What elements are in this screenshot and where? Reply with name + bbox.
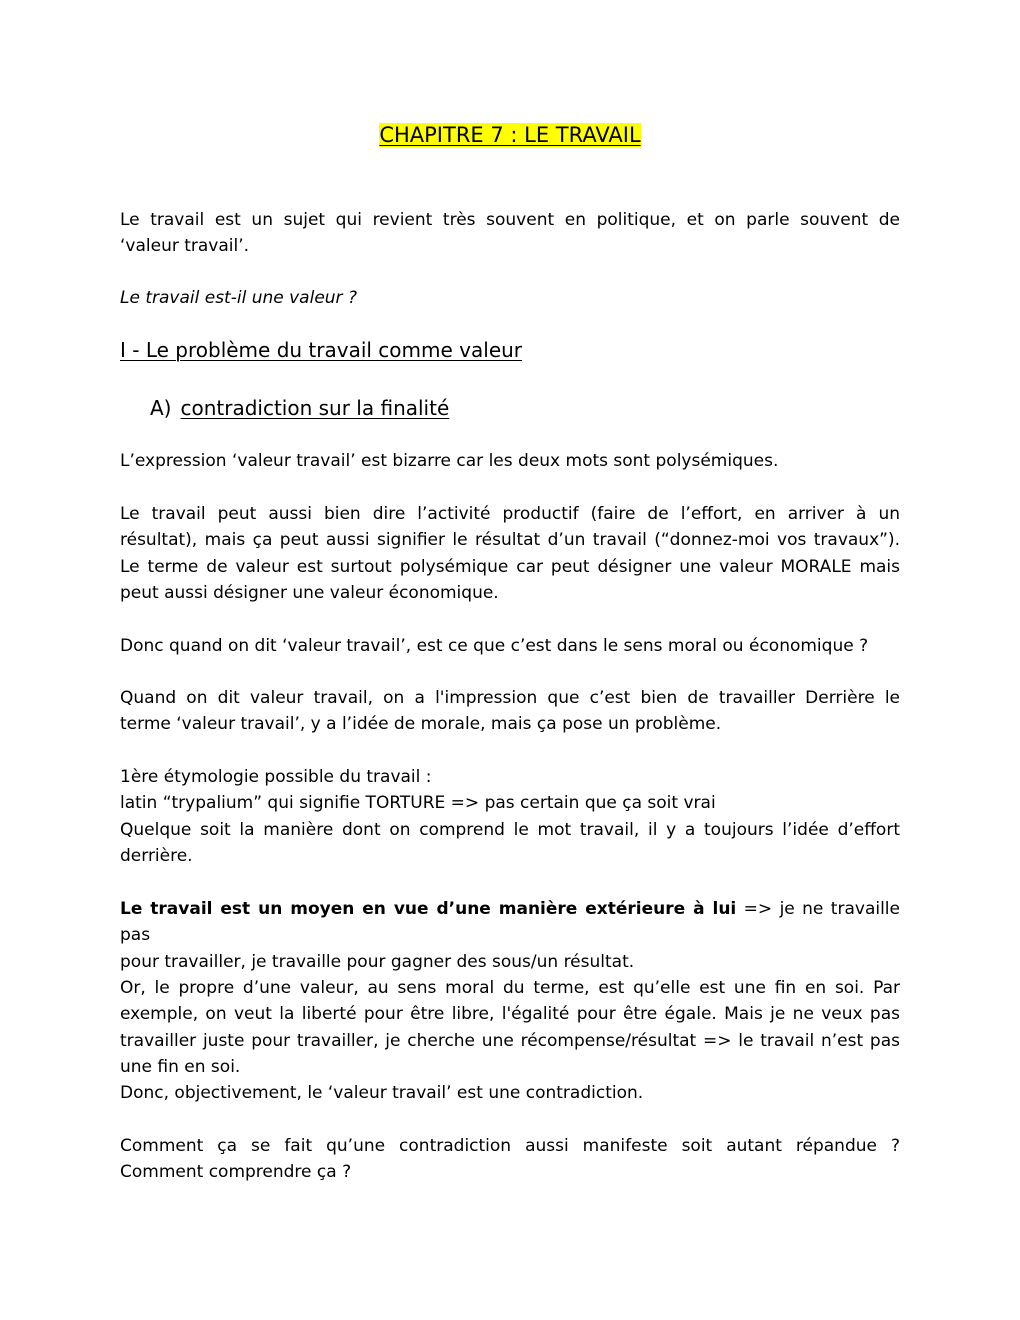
- paragraph-1: L’expression ‘valeur travail’ est bizarre car les deux mots sont polysémiques.: [120, 451, 779, 471]
- paragraph-2-line-3: Le terme de valeur est surtout polysémique car peut désigner une valeur MORALE mais: [120, 556, 900, 577]
- paragraph-4-line-1: Quand on dit valeur travail, on a l'impression que c’est bien de travailler Derrière le: [120, 688, 900, 708]
- paragraph-5-line-3: Quelque soit la manière dont on comprend le mot travail, il y a toujours l’idée d’effort: [120, 819, 900, 840]
- intro-line-2: ‘valeur travail’.: [120, 236, 250, 257]
- paragraph-6-line-2: pour travailler, je travaille pour gagner des sous/un résultat.: [120, 951, 635, 972]
- paragraph-7-line-3: travailler juste pour travailler, je cherche une récompense/résultat => le travail n’est pas: [120, 1030, 900, 1051]
- section-heading-1: I - Le problème du travail comme valeur: [120, 338, 523, 362]
- paragraph-5-line-4: derrière.: [120, 845, 193, 866]
- paragraph-8-line-1: Comment ça se fait qu’une contradiction aussi manifeste soit autant répandue ?: [120, 1136, 900, 1156]
- paragraph-4-line-2: terme ‘valeur travail’, y a l’idée de morale, mais ça pose un problème.: [120, 714, 722, 735]
- paragraph-8: [120, 1133, 900, 1186]
- subsection-heading-a: [150, 395, 449, 421]
- paragraph-7-line-2: exemple, on veut la liberté pour être libre, l'égalité pour être égale. Mais je ne veux pas: [120, 1004, 900, 1025]
- intro-line-1: Le travail est un sujet qui revient très souvent en politique, et on parle souvent de: [120, 210, 900, 230]
- intro-paragraph: [120, 207, 900, 260]
- chapter-title: [120, 121, 900, 149]
- paragraph-2-line-2: résultat), mais ça peut aussi signifier le résultat d’un travail (“donnez-moi vos travaux”).: [120, 530, 900, 551]
- paragraph-3: Donc quand on dit ‘valeur travail’, est ce que c’est dans le sens moral ou économique ?: [120, 636, 869, 656]
- subsection-marker: A): [150, 396, 172, 420]
- paragraph-4: [120, 685, 900, 738]
- paragraph-2-line-1: Le travail peut aussi bien dire l’activité productif (faire de l’effort, en arriver à un: [120, 504, 900, 524]
- paragraph-5-line-1: 1ère étymologie possible du travail :: [120, 767, 432, 787]
- paragraph-2: [120, 501, 900, 606]
- paragraph-5: [120, 764, 900, 869]
- subsection-heading-text: contradiction sur la finalité: [180, 396, 450, 420]
- paragraph-6-line-1: [120, 896, 900, 949]
- paragraph-7: [120, 975, 900, 1106]
- paragraph-6: [120, 896, 900, 975]
- paragraph-2-line-4: peut aussi désigner une valeur économique.: [120, 582, 499, 603]
- paragraph-7-line-4: une fin en soi.: [120, 1056, 241, 1077]
- paragraph-8-line-2: Comment comprendre ça ?: [120, 1162, 352, 1183]
- paragraph-6-line-1-rest: => je ne travaille pas: [120, 899, 900, 946]
- chapter-title-text: CHAPITRE 7 : LE TRAVAIL: [379, 123, 641, 147]
- key-thesis: Le travail est un moyen en vue d’une manière extérieure à lui: [120, 899, 737, 919]
- paragraph-5-line-2: latin “trypalium” qui signifie TORTURE => pas certain que ça soit vrai: [120, 793, 716, 814]
- problem-question: Le travail est-il une valeur ?: [120, 288, 357, 308]
- paragraph-7-line-5: Donc, objectivement, le ‘valeur travail’ est une contradiction.: [120, 1083, 644, 1104]
- paragraph-7-line-1: Or, le propre d’une valeur, au sens moral du terme, est qu’elle est une fin en soi. Par: [120, 978, 900, 998]
